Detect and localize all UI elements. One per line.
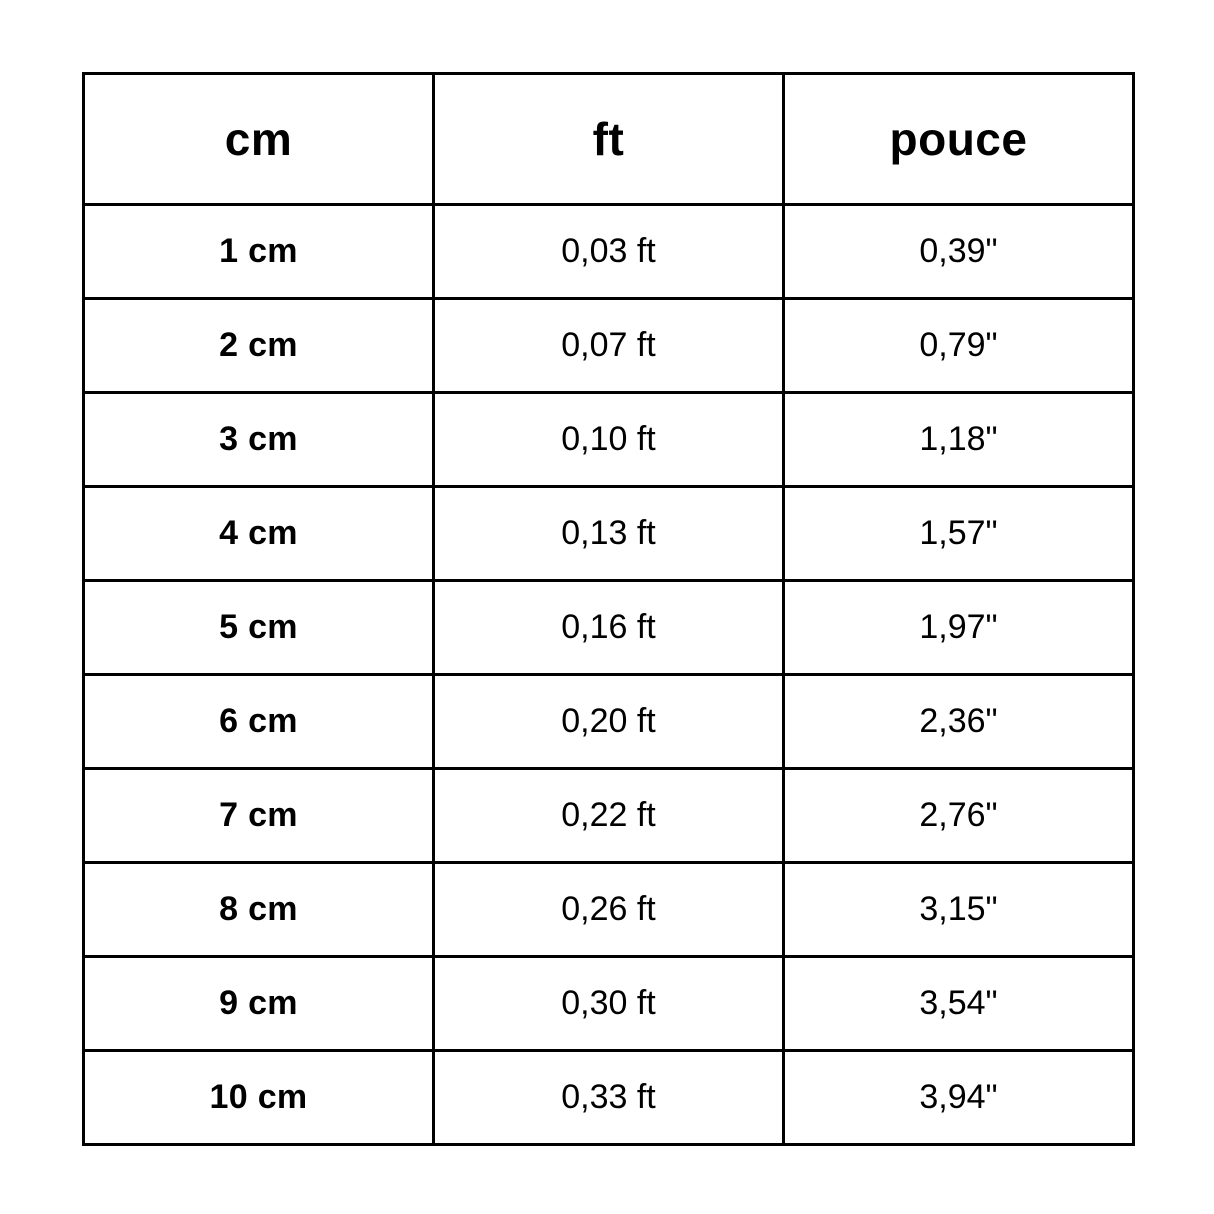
cell-pouce: 0,39" — [784, 205, 1134, 299]
cm-to-ft-inches-table — [82, 72, 1135, 1146]
table-row — [84, 957, 1134, 1051]
table-row — [84, 675, 1134, 769]
cell-ft: 0,16 ft — [434, 581, 784, 675]
cell-cm: 1 cm — [84, 205, 434, 299]
cell-ft: 0,33 ft — [434, 1051, 784, 1145]
cell-pouce: 3,94" — [784, 1051, 1134, 1145]
cell-ft: 0,22 ft — [434, 769, 784, 863]
table-row — [84, 1051, 1134, 1145]
table-header — [84, 74, 1134, 205]
cell-pouce: 2,76" — [784, 769, 1134, 863]
cell-cm: 4 cm — [84, 487, 434, 581]
cell-pouce: 1,18" — [784, 393, 1134, 487]
cell-cm: 2 cm — [84, 299, 434, 393]
column-header-pouce: pouce — [784, 74, 1134, 205]
cell-cm: 3 cm — [84, 393, 434, 487]
cell-ft: 0,20 ft — [434, 675, 784, 769]
cell-ft: 0,07 ft — [434, 299, 784, 393]
cell-cm: 6 cm — [84, 675, 434, 769]
cell-pouce: 1,97" — [784, 581, 1134, 675]
table-row — [84, 581, 1134, 675]
cell-cm: 8 cm — [84, 863, 434, 957]
cell-cm: 10 cm — [84, 1051, 434, 1145]
cell-cm: 7 cm — [84, 769, 434, 863]
cell-ft: 0,13 ft — [434, 487, 784, 581]
cell-pouce: 2,36" — [784, 675, 1134, 769]
table-row — [84, 393, 1134, 487]
column-header-ft: ft — [434, 74, 784, 205]
table-row — [84, 863, 1134, 957]
table-row — [84, 299, 1134, 393]
cell-ft: 0,30 ft — [434, 957, 784, 1051]
column-header-cm: cm — [84, 74, 434, 205]
cell-ft: 0,26 ft — [434, 863, 784, 957]
table-row — [84, 487, 1134, 581]
cell-ft: 0,03 ft — [434, 205, 784, 299]
table-row — [84, 769, 1134, 863]
cell-ft: 0,10 ft — [434, 393, 784, 487]
table-header-row — [84, 74, 1134, 205]
cell-pouce: 3,54" — [784, 957, 1134, 1051]
cell-cm: 9 cm — [84, 957, 434, 1051]
table-row — [84, 205, 1134, 299]
cell-cm: 5 cm — [84, 581, 434, 675]
cell-pouce: 3,15" — [784, 863, 1134, 957]
conversion-table-container — [82, 72, 1132, 1142]
cell-pouce: 0,79" — [784, 299, 1134, 393]
table-body — [84, 205, 1134, 1145]
cell-pouce: 1,57" — [784, 487, 1134, 581]
